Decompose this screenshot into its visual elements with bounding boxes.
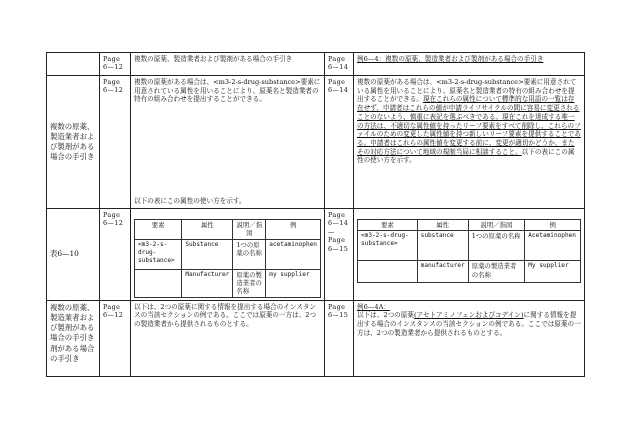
cell-description: 原薬の製造業者の名称 (233, 269, 266, 297)
left-page-ref: Page 6—12 (100, 76, 131, 209)
header-description: 説明／指図 (468, 220, 525, 231)
right-text: 複数の原薬がある場合は、<m3-2-s-drug-substance>要素に用意されている属性を用いることにより、原薬名と製造業者の特有の組み合わせを提出することができる。 (357, 78, 577, 104)
right-text-added: (アセトアミノフェンおよびコデイン) (413, 311, 524, 320)
cell-description: 原薬の製造業者の名称 (468, 261, 525, 283)
cell-description: 1つの原薬の名称 (468, 231, 525, 261)
example-heading: 例6—4A： (357, 302, 390, 311)
left-page-ref: Page 6—12 (100, 53, 131, 76)
right-page-ref: Page 6—14 — Page 6—15 (325, 209, 354, 301)
header-attribute: 属性 (182, 220, 233, 240)
table-row (47, 300, 585, 376)
cell-element (358, 261, 418, 283)
topic-cell (47, 53, 100, 76)
left-text: 複数の原薬、製造業者および製剤がある場合の手引き (131, 53, 325, 76)
left-attribute-table (134, 219, 321, 298)
left-text: 複数の原薬がある場合は、<m3-2-s-drug-substance>要素に用意されている属性を用いることにより、原薬名と製造業者の特有の組み合わせを提出することができる。 (134, 78, 321, 104)
right-inner-table-cell (354, 209, 585, 301)
cell-description: 1つの原薬の名称 (233, 239, 266, 269)
cell-element: <m3-2-s-drug-substance> (135, 239, 182, 269)
left-page-ref: Page 6—12 (100, 300, 131, 376)
cell-example: Acetaminophen (525, 231, 581, 261)
right-text-tail: に関する情報を提出する場合のインスタンスの当該セクションの例である。ここでは原薬の一方は、2つの製造業者から提供されるものとする。 (357, 311, 581, 337)
topic-cell: 表6—10 (47, 209, 100, 301)
cell-element (135, 269, 182, 297)
cell-attribute: Substance (182, 239, 233, 269)
topic-cell: 複数の原薬、製造業者および製剤がある場合の手引き (47, 76, 100, 209)
left-inner-table-cell (131, 209, 325, 301)
cell-attribute: Manufacturer (182, 269, 233, 297)
comparison-table (46, 52, 585, 377)
table-row (47, 53, 585, 76)
right-text: 例6—4：複数の原薬、製造業者および製剤がある場合の手引き (354, 53, 585, 76)
right-text-cell (354, 300, 585, 376)
right-page-ref: Page 6—14 (325, 76, 354, 209)
header-attribute: 属性 (417, 220, 468, 231)
header-description: 説明／指図 (233, 220, 266, 240)
cell-attribute: substance (417, 231, 468, 261)
header-example: 例 (266, 220, 321, 240)
topic-cell: 複数の原薬、製造業者および製剤がある場合の手引き 剤がある場合の手引き (47, 300, 100, 376)
header-example: 例 (525, 220, 581, 231)
header-element: 要素 (135, 220, 182, 240)
cell-example: my supplier (266, 269, 321, 297)
right-page-ref: Page 6—15 (325, 300, 354, 376)
right-text: 以下は、2つの原薬 (357, 311, 414, 320)
header-element: 要素 (358, 220, 418, 231)
cell-example: acetaminophen (266, 239, 321, 269)
table-row (47, 76, 585, 209)
left-footer-text: 以下の表にこの属性の使い方を示す。 (134, 197, 246, 206)
left-page-ref: Page 6—12 (100, 209, 131, 301)
cell-attribute: manufacturer (417, 261, 468, 283)
right-text-cell (354, 76, 585, 209)
right-text-tail: 以下の表にこの属性の使い方を示す。 (357, 147, 575, 165)
right-page-ref: Page 6—14 (325, 53, 354, 76)
left-text-cell (131, 76, 325, 209)
right-attribute-table (357, 219, 581, 283)
cell-element: <m3-2-s-drug-substance> (358, 231, 418, 261)
table-row (47, 209, 585, 301)
right-text-added: 現在これらの属性について標準的な用語の一覧は存在せず、申請者はこれらの値が申請ライフサイクルの間に容易に変更されることのないよう、慎重に表記を選ぶべきである。現在これを達成する唯一の方法は、不適切な属性値を持ったリーフ要素をすべて削除し、これらのファイルのための変更した属性値を持つ新しいリーフ要素を提供することである。申請者はこれらの属性値を変更する前に、変更が適切かどうか、またその対応方法について地域の規制当局に相談すること。 (357, 95, 581, 156)
cell-example: My supplier (525, 261, 581, 283)
left-text: 以下は、2つの原薬に関する情報を提出する場合のインスタンスの当該セクションの例である。ここでは原薬の一方は、2つの製造業者から提供されるものとする。 (131, 300, 325, 376)
